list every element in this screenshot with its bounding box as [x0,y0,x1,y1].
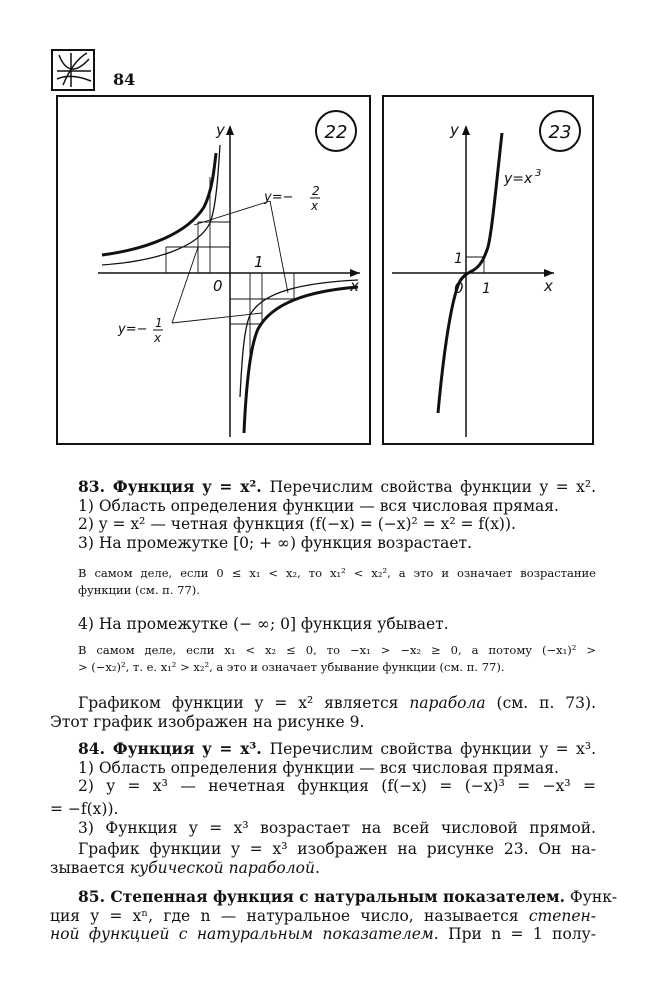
section-85-line-3 [50,925,596,944]
figure-number: 23 [548,122,572,143]
s85-italic-term: ной функцией с натуральным показателем [50,925,434,944]
section-84-graph-line-2 [50,859,596,878]
note-2-line-2: > (−x₂)², т. е. x₁² > x₂², а это и означает убывание функции (см. п. 77). [78,659,505,674]
origin-label: 0 [213,277,223,295]
graph84-text-c: . [314,858,320,877]
label-lower-numerator: 1 [155,316,163,330]
section-85-heading-line [50,887,618,907]
section-84-heading: 84. Функция y = x³. [78,739,270,758]
axis-x-label: x [544,277,553,295]
section-83-note-1 [78,565,596,598]
section-85 [50,887,618,944]
origin-label: 0 [454,279,464,297]
section-83-item-4-block [78,615,596,634]
section-84-item-1: 1) Область определения функции — вся числовая прямая. [78,758,559,777]
parabola-term: парабола [409,694,486,712]
section-83-item-1: 1) Область определения функции — вся числовая прямая. [78,496,559,515]
note-2-line-1: В самом деле, если x₁ < x₂ ≤ 0, то −x₁ > −x₂ ≥ 0, а потому (−x₁)² > [78,643,596,657]
section-84-continued [50,800,596,819]
section-84-item-2-line-2: = −f(x)). [50,800,119,818]
axis-y-label: y [216,121,225,139]
cubic-parabola-term: кубической параболой [129,858,315,877]
section-83-graph-line-1 [50,694,596,713]
section-84-graph-line-1 [50,840,596,859]
label-minus-one-over-x: y=− [118,322,148,337]
section-83-item-2: 2) y = x² — четная функция (f(−x) = (−x)² = x² = f(x)). [78,515,516,534]
section-85-heading: 85. Степенная функция с натуральным показателем. [78,887,565,906]
s85-text-a: ция y = xⁿ, где n — натуральное число, называется [50,906,529,925]
label-lower-denominator: x [154,331,162,345]
section-84-item-2-line-1: 2) y = x³ — нечетная функция (f(−x) = (−x)³ = −x³ = [78,777,596,796]
page-number: 84 [113,70,136,89]
note-1-line-2: функции (см. п. 77). [78,582,200,597]
label-upper-numerator: 2 [312,184,320,198]
graph84-text-a: зывается [50,858,130,877]
section-83-note-2 [78,642,596,675]
tick-y-label: 1 [454,251,463,267]
graph-text-c: (см. п. 73). [485,694,596,712]
axis-x-label: x [350,277,359,295]
figure-22 [56,95,371,445]
label-minus-two-over-x: y=− [264,190,294,205]
axis-y-label: y [450,121,459,139]
label-upper-denominator: x [311,199,319,213]
section-84-item-3-block [78,819,596,838]
section-83-item-4: 4) На промежутке (− ∞; 0] функция убывает. [78,615,449,633]
figure-23 [382,95,594,445]
graph-text-a: Графиком функции y = x² является [78,694,410,712]
section-84-item-3: 3) Функция y = x³ возрастает на всей числовой прямой. [78,819,596,837]
section-84-heading-line [78,740,596,759]
curve-label: y=x [504,171,533,187]
section-85-line-2 [50,907,596,926]
section-83 [78,478,596,552]
s85-text-b: . При n = 1 полу- [433,925,596,944]
section-83-intro: Перечислим свойства функции y = x². [269,478,597,496]
section-83-heading: 83. Функция y = x². [78,477,270,496]
section-83-heading-line [78,478,596,497]
graph84-text: График функции y = x³ изображен на рисунке 23. Он на- [78,840,596,858]
figure-number: 22 [324,122,348,143]
section-85-heading-rest: Функ- [564,888,618,906]
section-84 [78,740,596,796]
s85-italic-a: степен- [528,906,596,925]
section-84-intro: Перечислим свойства функции y = x³. [269,740,597,758]
note-1-line-1: В самом деле, если 0 ≤ x₁ < x₂, то x₁² < x₂², а это и означает возрастание [78,566,596,580]
curve-label-exponent: 3 [535,168,542,179]
section-83-graph-line-2: Этот график изображен на рисунке 9. [50,712,365,731]
section-83-item-3: 3) На промежутке [0; + ∞) функция возрастает. [78,533,473,552]
section-84-graph [50,840,596,877]
section-83-graph [50,694,596,731]
graph-logo-icon [51,49,95,91]
tick-label: 1 [254,253,264,271]
tick-x-label: 1 [482,281,491,297]
